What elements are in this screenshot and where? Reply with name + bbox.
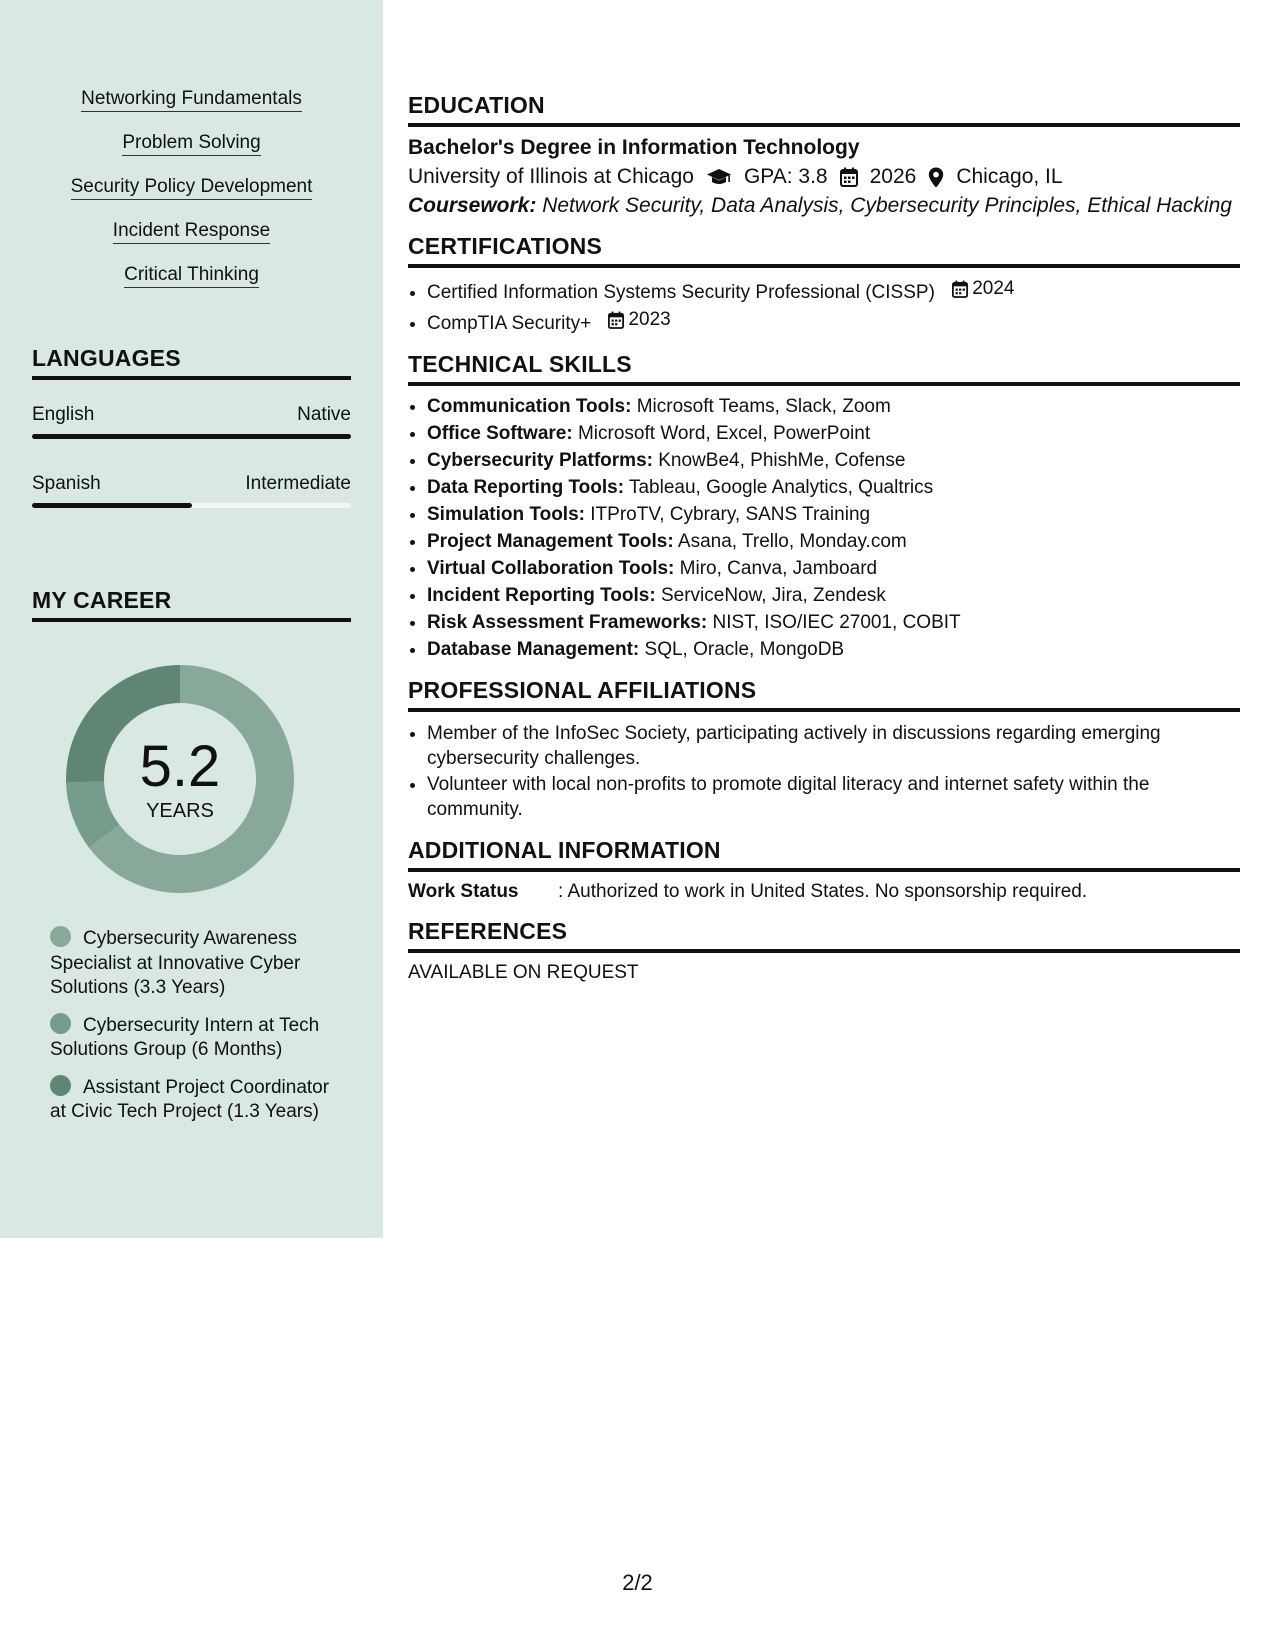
skill-values: Miro, Canva, Jamboard [679,558,878,579]
location-pin-icon [928,167,944,188]
skill-values: KnowBe4, PhishMe, Cofense [658,450,906,471]
skill-tag: Problem Solving [122,132,260,156]
language-proficiency-bar [32,434,351,439]
skill-item [427,557,1240,581]
skill-values: Asana, Trello, Monday.com [677,531,907,552]
education-meta [408,165,1240,189]
references-text: AVAILABLE ON REQUEST [408,962,639,983]
affiliations-section [408,677,1240,822]
language-proficiency-fill [32,434,351,439]
coursework-label: Coursework: [408,194,537,217]
language-row [32,473,351,495]
sidebar [0,0,383,1238]
graduation-year: 2026 [869,165,917,188]
affiliations-heading: PROFESSIONAL AFFILIATIONS [408,677,1240,712]
skill-tag: Security Policy Development [71,176,313,200]
skill-category: Virtual Collaboration Tools: [427,558,675,579]
skill-tag: Critical Thinking [124,264,259,288]
career-entry: Assistant Project Coordinator at Civic Tech Project (1.3 Years) [50,1076,330,1122]
work-status-value: : Authorized to work in United States. No sponsorship required. [558,881,1088,902]
certifications-heading: CERTIFICATIONS [408,233,1240,268]
certification-year: 2024 [972,278,1015,299]
skill-tag: Incident Response [113,220,270,244]
career-entry: Cybersecurity Intern at Tech Solutions Group (6 Months) [50,1014,320,1060]
calendar-icon [840,167,858,187]
language-level: Native [297,404,351,425]
skill-item [427,530,1240,554]
language-name: English [32,404,95,425]
career-legend-item [50,1075,340,1125]
language-row [32,404,351,426]
skill-values: SQL, Oracle, MongoDB [644,639,845,660]
skill-item [427,395,1240,419]
education-heading: EDUCATION [408,92,1240,127]
degree-title: Bachelor's Degree in Information Technology [408,136,860,159]
technical-skills-heading: TECHNICAL SKILLS [408,351,1240,386]
career-heading: MY CAREER [32,587,351,622]
career-entry: Cybersecurity Awareness Specialist at Innovative Cyber Solutions (3.3 Years) [50,928,301,998]
skill-item [427,449,1240,473]
legend-dot [50,1075,71,1096]
skill-category: Risk Assessment Frameworks: [427,612,708,633]
skill-values: Microsoft Word, Excel, PowerPoint [577,423,871,444]
legend-dot [50,926,71,947]
references-heading: REFERENCES [408,918,1240,953]
skill-values: Tableau, Google Analytics, Qualtrics [628,477,934,498]
skill-category: Project Management Tools: [427,531,674,552]
career-legend-item [50,926,340,1001]
coursework-list: Network Security, Data Analysis, Cybersecurity Principles, Ethical Hacking [542,194,1232,217]
gpa: GPA: 3.8 [743,165,828,188]
career-total-unit: YEARS [146,800,214,822]
certifications-section [408,233,1240,336]
skill-category: Database Management: [427,639,640,660]
education-location: Chicago, IL [956,165,1063,188]
languages-heading: LANGUAGES [32,345,351,380]
skills-list [0,88,383,308]
skill-item [427,422,1240,446]
certification-item [427,277,1240,305]
language-level: Intermediate [245,473,351,494]
certification-item [427,308,1240,336]
skill-item [427,476,1240,500]
legend-dot [50,1013,71,1034]
calendar-icon [952,280,968,298]
skill-category: Office Software: [427,423,573,444]
affiliation-item: • Member of the InfoSec Society, participating actively in discussions regarding emerging cybersecurity challenges. [427,721,1240,771]
skill-category: Communication Tools: [427,396,632,417]
certification-name: Certified Information Systems Security Professional (CISSP) [427,282,935,303]
certification-name: CompTIA Security+ [427,313,592,334]
work-status-label: Work Status [408,881,519,902]
language-proficiency-bar [32,503,351,508]
career-legend-item [50,1013,340,1063]
work-status-row [408,881,1240,903]
career-legend [50,926,340,1137]
skill-tag: Networking Fundamentals [81,88,302,112]
additional-info-heading: ADDITIONAL INFORMATION [408,837,1240,872]
certification-date [952,277,1014,301]
coursework [408,194,1240,218]
school-name: University of Illinois at Chicago [408,165,694,188]
technical-skills-section [408,351,1240,662]
language-name: Spanish [32,473,101,494]
skill-values: ServiceNow, Jira, Zendesk [660,585,886,606]
skill-item [427,611,1240,635]
certification-year: 2023 [628,309,671,330]
skill-category: Cybersecurity Platforms: [427,450,653,471]
skill-category: Data Reporting Tools: [427,477,625,498]
skill-values: ITProTV, Cybrary, SANS Training [590,504,871,525]
skill-values: Microsoft Teams, Slack, Zoom [636,396,891,417]
skill-item [427,638,1240,662]
additional-info-section [408,837,1240,903]
skill-item [427,503,1240,527]
skill-values: NIST, ISO/IEC 27001, COBIT [712,612,961,633]
affiliation-item: • Volunteer with local non-profits to promote digital literacy and internet safety within the community. [427,772,1240,822]
references-section [408,918,1240,984]
skill-item [427,584,1240,608]
skill-category: Incident Reporting Tools: [427,585,656,606]
career-total-value: 5.2 [139,734,221,799]
graduation-cap-icon [706,167,732,187]
calendar-icon [608,311,624,329]
page-number: 2/2 [622,1570,653,1595]
certification-date [608,308,670,332]
language-proficiency-fill [32,503,192,508]
skill-category: Simulation Tools: [427,504,585,525]
main-content [408,92,1240,999]
education-section [408,92,1240,218]
